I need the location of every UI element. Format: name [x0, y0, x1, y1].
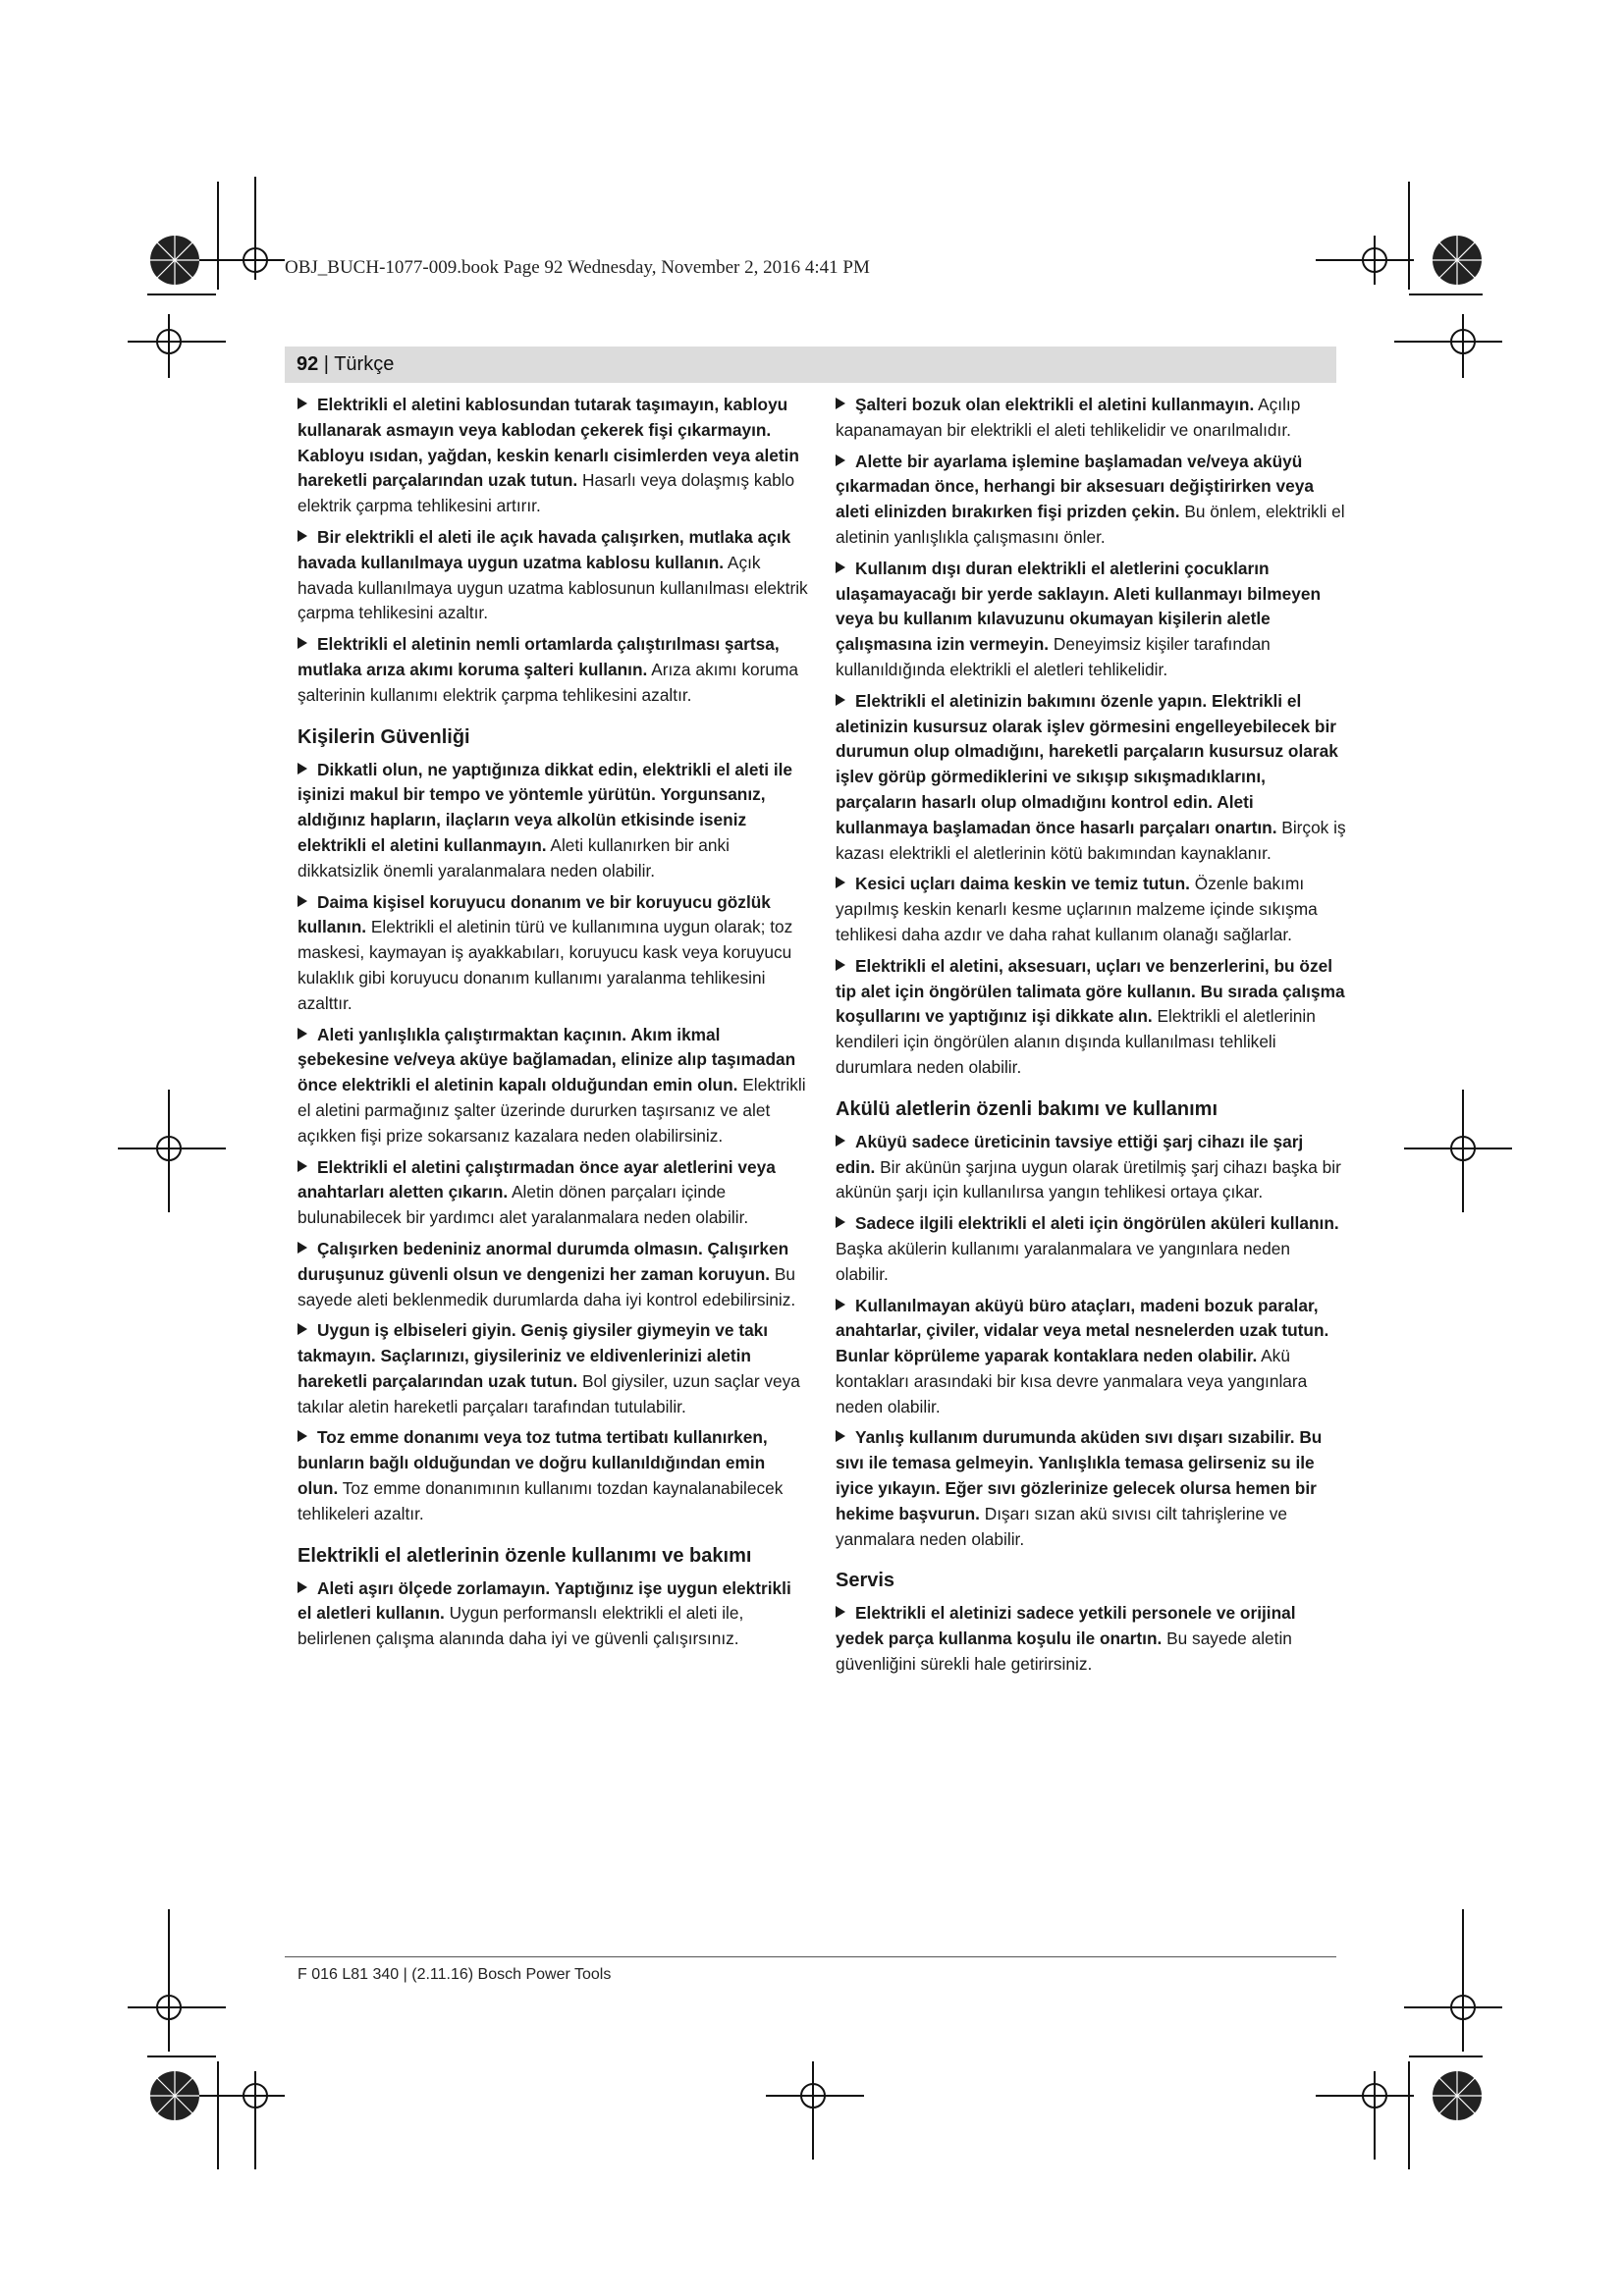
page-header-text: [297, 353, 394, 376]
item-bold-text: Elektrikli el aletinizi sadece yetkili personele ve orijinal yedek parça kullanma koşulu ile onartın.: [836, 1603, 1296, 1649]
safety-item: [836, 1130, 1346, 1205]
bullet-triangle-icon: [298, 1028, 307, 1040]
safety-item: [298, 525, 808, 626]
item-text: Aletin dönen parçaları içinde bulunabilecek bir yardımcı alet yaralanmalara neden olabilir.: [298, 1182, 749, 1228]
safety-item: [298, 1155, 808, 1231]
bullet-triangle-icon: [836, 1430, 845, 1442]
item-bold-text: Aleti aşırı ölçede zorlamayın. Yaptığınız işe uygun elektrikli el aletleri kullanın.: [298, 1577, 791, 1624]
footer-divider: [285, 1956, 1336, 1957]
section-heading: Servis: [836, 1570, 895, 1592]
item-bold-text: Bir elektrikli el aleti ile açık havada çalışırken, mutlaka açık havada kullanılmaya uygun uzatma kablosu kullanın.: [298, 526, 791, 572]
item-text: Hasarlı veya dolaşmış kablo elektrik çarpma tehlikesini artırır.: [298, 470, 795, 516]
bullet-triangle-icon: [298, 1160, 307, 1172]
bullet-triangle-icon: [836, 1216, 845, 1228]
item-text: Arıza akımı koruma şalterinin kullanımı elektrik çarpma tehlikesini azaltır.: [298, 659, 799, 705]
item-text: Elektrikli el aletini parmağınız şalter üzerinde dururken taşırsanız ve alet açıkken fişi prize sokarsanız kazalara neden olabilirsiniz.: [298, 1075, 806, 1146]
item-text: Deneyimsiz kişiler tarafından kullanıldığında elektrikli el aletleri tehlikelidir.: [836, 634, 1271, 679]
header-separator: |: [318, 353, 335, 375]
item-bold-text: Kullanım dışı duran elektrikli el aletlerini çocukların ulaşamayacağı bir yerde saklayın. Aleti kullanmayı bilmeyen veya bu kullanım kılavuzunu okumayan kişilerin aletle çalışmasına izin vermeyin.: [836, 558, 1322, 655]
bullet-triangle-icon: [298, 1242, 307, 1254]
item-bold-text: Daima kişisel koruyucu donanım ve bir koruyucu gözlük kullanın.: [298, 891, 771, 937]
item-text: Bu önlem, elektrikli el aletinin yanlışlıkla çalışmasını önler.: [836, 502, 1345, 547]
item-text: Özenle bakımı yapılmış keskin kenarlı kesme uçlarının malzeme içinde sıkışma tehlikesi daha azdır ve daha rahat kullanım olanağı sağlarlar.: [836, 874, 1318, 944]
bullet-triangle-icon: [836, 1606, 845, 1618]
bullet-triangle-icon: [836, 1299, 845, 1310]
item-text: Açık havada kullanılmaya uygun uzatma kablosunun kullanılması elektrik çarpma tehlikesini azaltır.: [298, 552, 808, 623]
bullet-triangle-icon: [298, 530, 307, 542]
bullet-triangle-icon: [836, 454, 845, 466]
safety-item: [298, 632, 808, 708]
item-text: Aleti kullanırken bir anki dikkatsizlik önemli yaralanmalara neden olabilir.: [298, 834, 730, 881]
safety-item: [836, 1294, 1346, 1420]
bullet-triangle-icon: [836, 959, 845, 971]
safety-item: [836, 689, 1346, 867]
section-heading: Kişilerin Güvenliği: [298, 725, 470, 748]
item-bold-text: Toz emme donanımı veya toz tutma tertibatı kullanırken, bunların bağlı olduğundan ve doğru kullanıldığından emin olun.: [298, 1427, 768, 1499]
bullet-triangle-icon: [298, 398, 307, 409]
item-bold-text: Kesici uçları daima keskin ve temiz tutun.: [855, 874, 1190, 894]
safety-item: [298, 393, 808, 519]
item-text: Açılıp kapanamayan bir elektrikli el aleti tehlikelidir ve onarılmalıdır.: [836, 395, 1301, 440]
item-bold-text: Çalışırken bedeniniz anormal durumda olmasın. Çalışırken duruşunuz güvenli olsun ve dengenizi her zaman koruyun.: [298, 1238, 789, 1284]
bullet-triangle-icon: [836, 1135, 845, 1147]
page-number: 92: [297, 353, 319, 375]
footer-text: F 016 L81 340 | (2.11.16) Bosch Power Tools: [298, 1966, 612, 1983]
bullet-triangle-icon: [298, 895, 307, 907]
item-bold-text: Aleti yanlışlıkla çalıştırmaktan kaçının. Akım ikmal şebekesine ve/veya aküye bağlamadan, elinize alıp taşımadan önce elektrikli el aletinin kapalı olduğundan emin olun.: [298, 1024, 796, 1095]
safety-item: [298, 1425, 808, 1526]
item-bold-text: Yanlış kullanım durumunda aküden sıvı dışarı sızabilir. Bu sıvı ile temasa gelmeyin. Yanlışlıkla temasa gelirseniz su ile iyice yıkayın. Eğer sıvı gözlerinize gelecek olursa hemen bir hekime başvurun.: [836, 1427, 1323, 1523]
item-text: Bu sayede aletin güvenliğini sürekli hale getirirsiniz.: [836, 1629, 1292, 1675]
printer-slug: OBJ_BUCH-1077-009.book Page 92 Wednesday, November 2, 2016 4:41 PM: [285, 257, 870, 278]
safety-item: [836, 954, 1346, 1081]
safety-item: [836, 393, 1346, 444]
bullet-triangle-icon: [298, 1323, 307, 1335]
item-text: Uygun performanslı elektrikli el aleti ile, belirlenen çalışma alanında daha iyi ve güvenli çalışırsınız.: [298, 1603, 744, 1649]
item-text: Dışarı sızan akü sıvısı cilt tahrişlerine ve yanmalara neden olabilir.: [836, 1503, 1288, 1549]
section-heading: Elektrikli el aletlerinin özenle kullanımı ve bakımı: [298, 1544, 752, 1567]
item-bold-text: Şalteri bozuk olan elektrikli el aletini kullanmayın.: [855, 395, 1255, 414]
item-bold-text: Kullanılmayan aküyü büro ataçları, madeni bozuk paralar, anahtarlar, çiviler, vidalar veya metal nesnelerden uzak tutun. Bunlar köprüleme yaparak kontaklara neden olabilir.: [836, 1295, 1329, 1366]
item-text: Birçok iş kazası elektrikli el aletlerinin kötü bakımından kaynaklanır.: [836, 817, 1346, 863]
item-bold-text: Elektrikli el aletinin nemli ortamlarda çalıştırılması şartsa, mutlaka arıza akımı koruma şalteri kullanın.: [298, 634, 780, 679]
item-text: Bol giysiler, uzun saçlar veya takılar aletin hareketli parçaları tarafından tutulabilir.: [298, 1370, 800, 1416]
right-column: [836, 393, 1346, 1683]
bullet-triangle-icon: [298, 637, 307, 649]
item-bold-text: Elektrikli el aletini, aksesuarı, uçları ve benzerlerini, bu özel tip alet için öngörülen talimata göre kullanın. Bu sırada çalışma koşullarını ve yaptığınız işi dikkate alın.: [836, 955, 1345, 1027]
bullet-triangle-icon: [298, 1430, 307, 1442]
item-text: Elektrikli el aletlerinin kendileri için öngörülen alanın dışında kullanılması tehlikeli durumlara neden olabilir.: [836, 1006, 1316, 1077]
item-bold-text: Uygun iş elbiseleri giyin. Geniş giysiler giymeyin ve takı takmayın. Saçlarınızı, giysileriniz ve eldivenlerinizi aletin hareketli parçalarından uzak tutun.: [298, 1320, 769, 1391]
item-bold-text: Aküyü sadece üreticinin tavsiye ettiği şarj cihazı ile şarj edin.: [836, 1131, 1304, 1177]
bullet-triangle-icon: [298, 1581, 307, 1593]
bullet-triangle-icon: [836, 398, 845, 409]
left-column: [298, 393, 808, 1658]
item-text: Akü kontakları arasındaki bir kısa devre yanmalara veya yangınlara neden olabilir.: [836, 1346, 1308, 1416]
item-bold-text: Elektrikli el aletini çalıştırmadan önce ayar aletlerini veya anahtarları aletten çıkarın.: [298, 1156, 776, 1202]
safety-item: [298, 1318, 808, 1419]
safety-item: [836, 872, 1346, 947]
bullet-triangle-icon: [836, 694, 845, 706]
safety-item: [298, 890, 808, 1017]
safety-item: [298, 1023, 808, 1149]
item-text: Elektrikli el aletinin türü ve kullanımına uygun olarak; toz maskesi, kaymayan iş ayakkabıları, koruyucu kask veya koruyucu kulaklık gibi koruyucu donanım kullanımı yaralanma tehlikesini azalttır.: [298, 917, 793, 1013]
safety-item: [836, 450, 1346, 551]
item-bold-text: Dikkatli olun, ne yaptığınıza dikkat edin, elektrikli el aleti ile işinizi makul bir tempo ve yöntemle yürütün. Yorgunsanız, aldığınız hapların, ilaçların veya alkolün etkisinde iseniz elektrikli el aletini kullanmayın.: [298, 759, 793, 855]
bullet-triangle-icon: [836, 877, 845, 888]
safety-item: [836, 557, 1346, 683]
safety-item: [836, 1425, 1346, 1552]
safety-item: [298, 1576, 808, 1652]
item-text: Bir akünün şarjına uygun olarak üretilmiş şarj cihazı başka bir akünün şarjı için kullanılırsa yangın tehlikesi ortaya çıkar.: [836, 1156, 1341, 1202]
bullet-triangle-icon: [298, 763, 307, 774]
page-header: [285, 347, 1336, 383]
safety-item: [836, 1211, 1346, 1287]
safety-item: [298, 758, 808, 884]
item-bold-text: Alette bir ayarlama işlemine başlamadan ve/veya aküyü çıkarmadan önce, herhangi bir aksesuarı değiştirirken veya aleti elinizden bırakırken fişi prizden çekin.: [836, 451, 1314, 522]
item-bold-text: Elektrikli el aletini kablosundan tutarak taşımayın, kabloyu kullanarak asmayın veya kablodan çekerek fişi çıkarmayın. Kabloyu ısıdan, yağdan, keskin kenarlı cisimlerden veya aletin hareketli parçalarından uzak tutun.: [298, 395, 799, 491]
safety-item: [836, 1601, 1346, 1677]
item-text: Başka akülerin kullanımı yaralanmalara ve yangınlara neden olabilir.: [836, 1238, 1291, 1284]
item-bold-text: Sadece ilgili elektrikli el aleti için öngörülen aküleri kullanın.: [855, 1213, 1339, 1234]
item-bold-text: Elektrikli el aletinizin bakımını özenle yapın. Elektrikli el aletinizin kusursuz olarak işlev görmesini engelleyebilecek bir durumun olup olmadığını, hareketli parçaların kusursuz olarak işlev görüp görmediklerini ve sıkışıp sıkışmadıklarını, parçaların hasarlı olup olmadığını kontrol edin. Aleti kullanmaya başlamadan önce hasarlı parçaları onartın.: [836, 690, 1338, 837]
item-text: Bu sayede aleti beklenmedik durumlarda daha iyi kontrol edebilirsiniz.: [298, 1263, 796, 1309]
section-heading: Akülü aletlerin özenli bakımı ve kullanımı: [836, 1097, 1218, 1120]
header-language: Türkçe: [334, 353, 395, 375]
bullet-triangle-icon: [836, 561, 845, 573]
safety-item: [298, 1237, 808, 1312]
item-text: Toz emme donanımının kullanımı tozdan kaynalanabilecek tehlikeleri azaltır.: [298, 1478, 784, 1523]
